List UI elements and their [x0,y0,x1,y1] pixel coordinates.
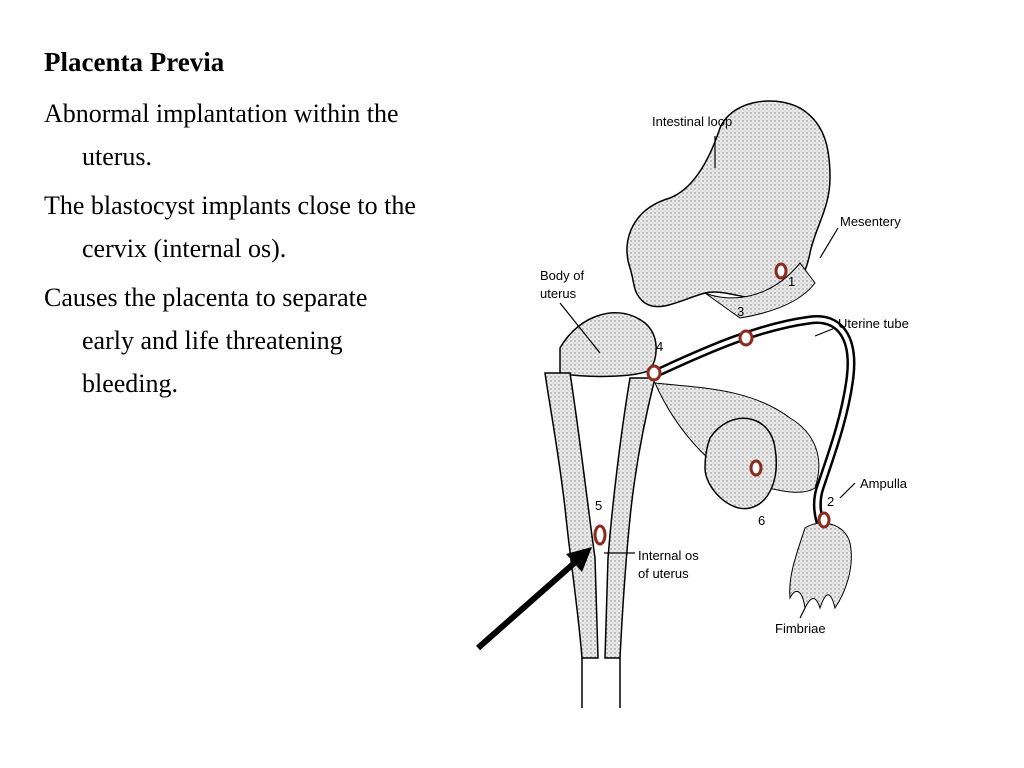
label-fimbriae: Fimbriae [775,621,826,636]
label-internal-os: Internal os [638,548,699,563]
site-number-2: 2 [827,494,835,509]
fimbriae-shape [790,523,852,608]
site-number-5: 5 [595,498,603,513]
ectopic-implantation-diagram [470,88,910,713]
uterus-body-shape [560,313,656,377]
label-body-of: Body of [540,268,585,283]
bullet-1: Abnormal implantation within the uterus. [44,99,399,172]
label-mesentery: Mesentery [840,214,901,229]
implant-site-1 [776,264,786,278]
uterine-wall-left [545,373,598,658]
site-number-1: 1 [788,274,796,289]
implant-site-4 [648,366,660,380]
site-number-4: 4 [656,339,664,354]
cervix-lower [582,658,620,708]
uterine-wall-right [605,378,655,658]
slide-title: Placenta Previa [44,47,225,77]
bullet-2: The blastocyst implants close to the cervix (internal os). [44,191,416,264]
label-intestinal-loop: Intestinal loop [652,114,733,129]
label-ampulla: Ampulla [860,476,907,491]
slide-text-block [44,46,424,411]
implant-site-2 [819,513,829,527]
bullet-3: Causes the placenta to separate early and life threatening bleeding. [44,283,368,399]
implant-site-3 [740,331,752,345]
implant-site-5 [595,526,605,544]
label-of-uterus: of uterus [638,566,689,581]
implant-site-6 [751,461,761,475]
ovary-shape [705,418,776,508]
label-uterus: uterus [540,286,577,301]
diagram-svg [470,88,910,713]
site-number-3: 3 [737,304,745,319]
site-number-6: 6 [758,513,766,528]
label-uterine-tube: Uterine tube [838,316,909,331]
